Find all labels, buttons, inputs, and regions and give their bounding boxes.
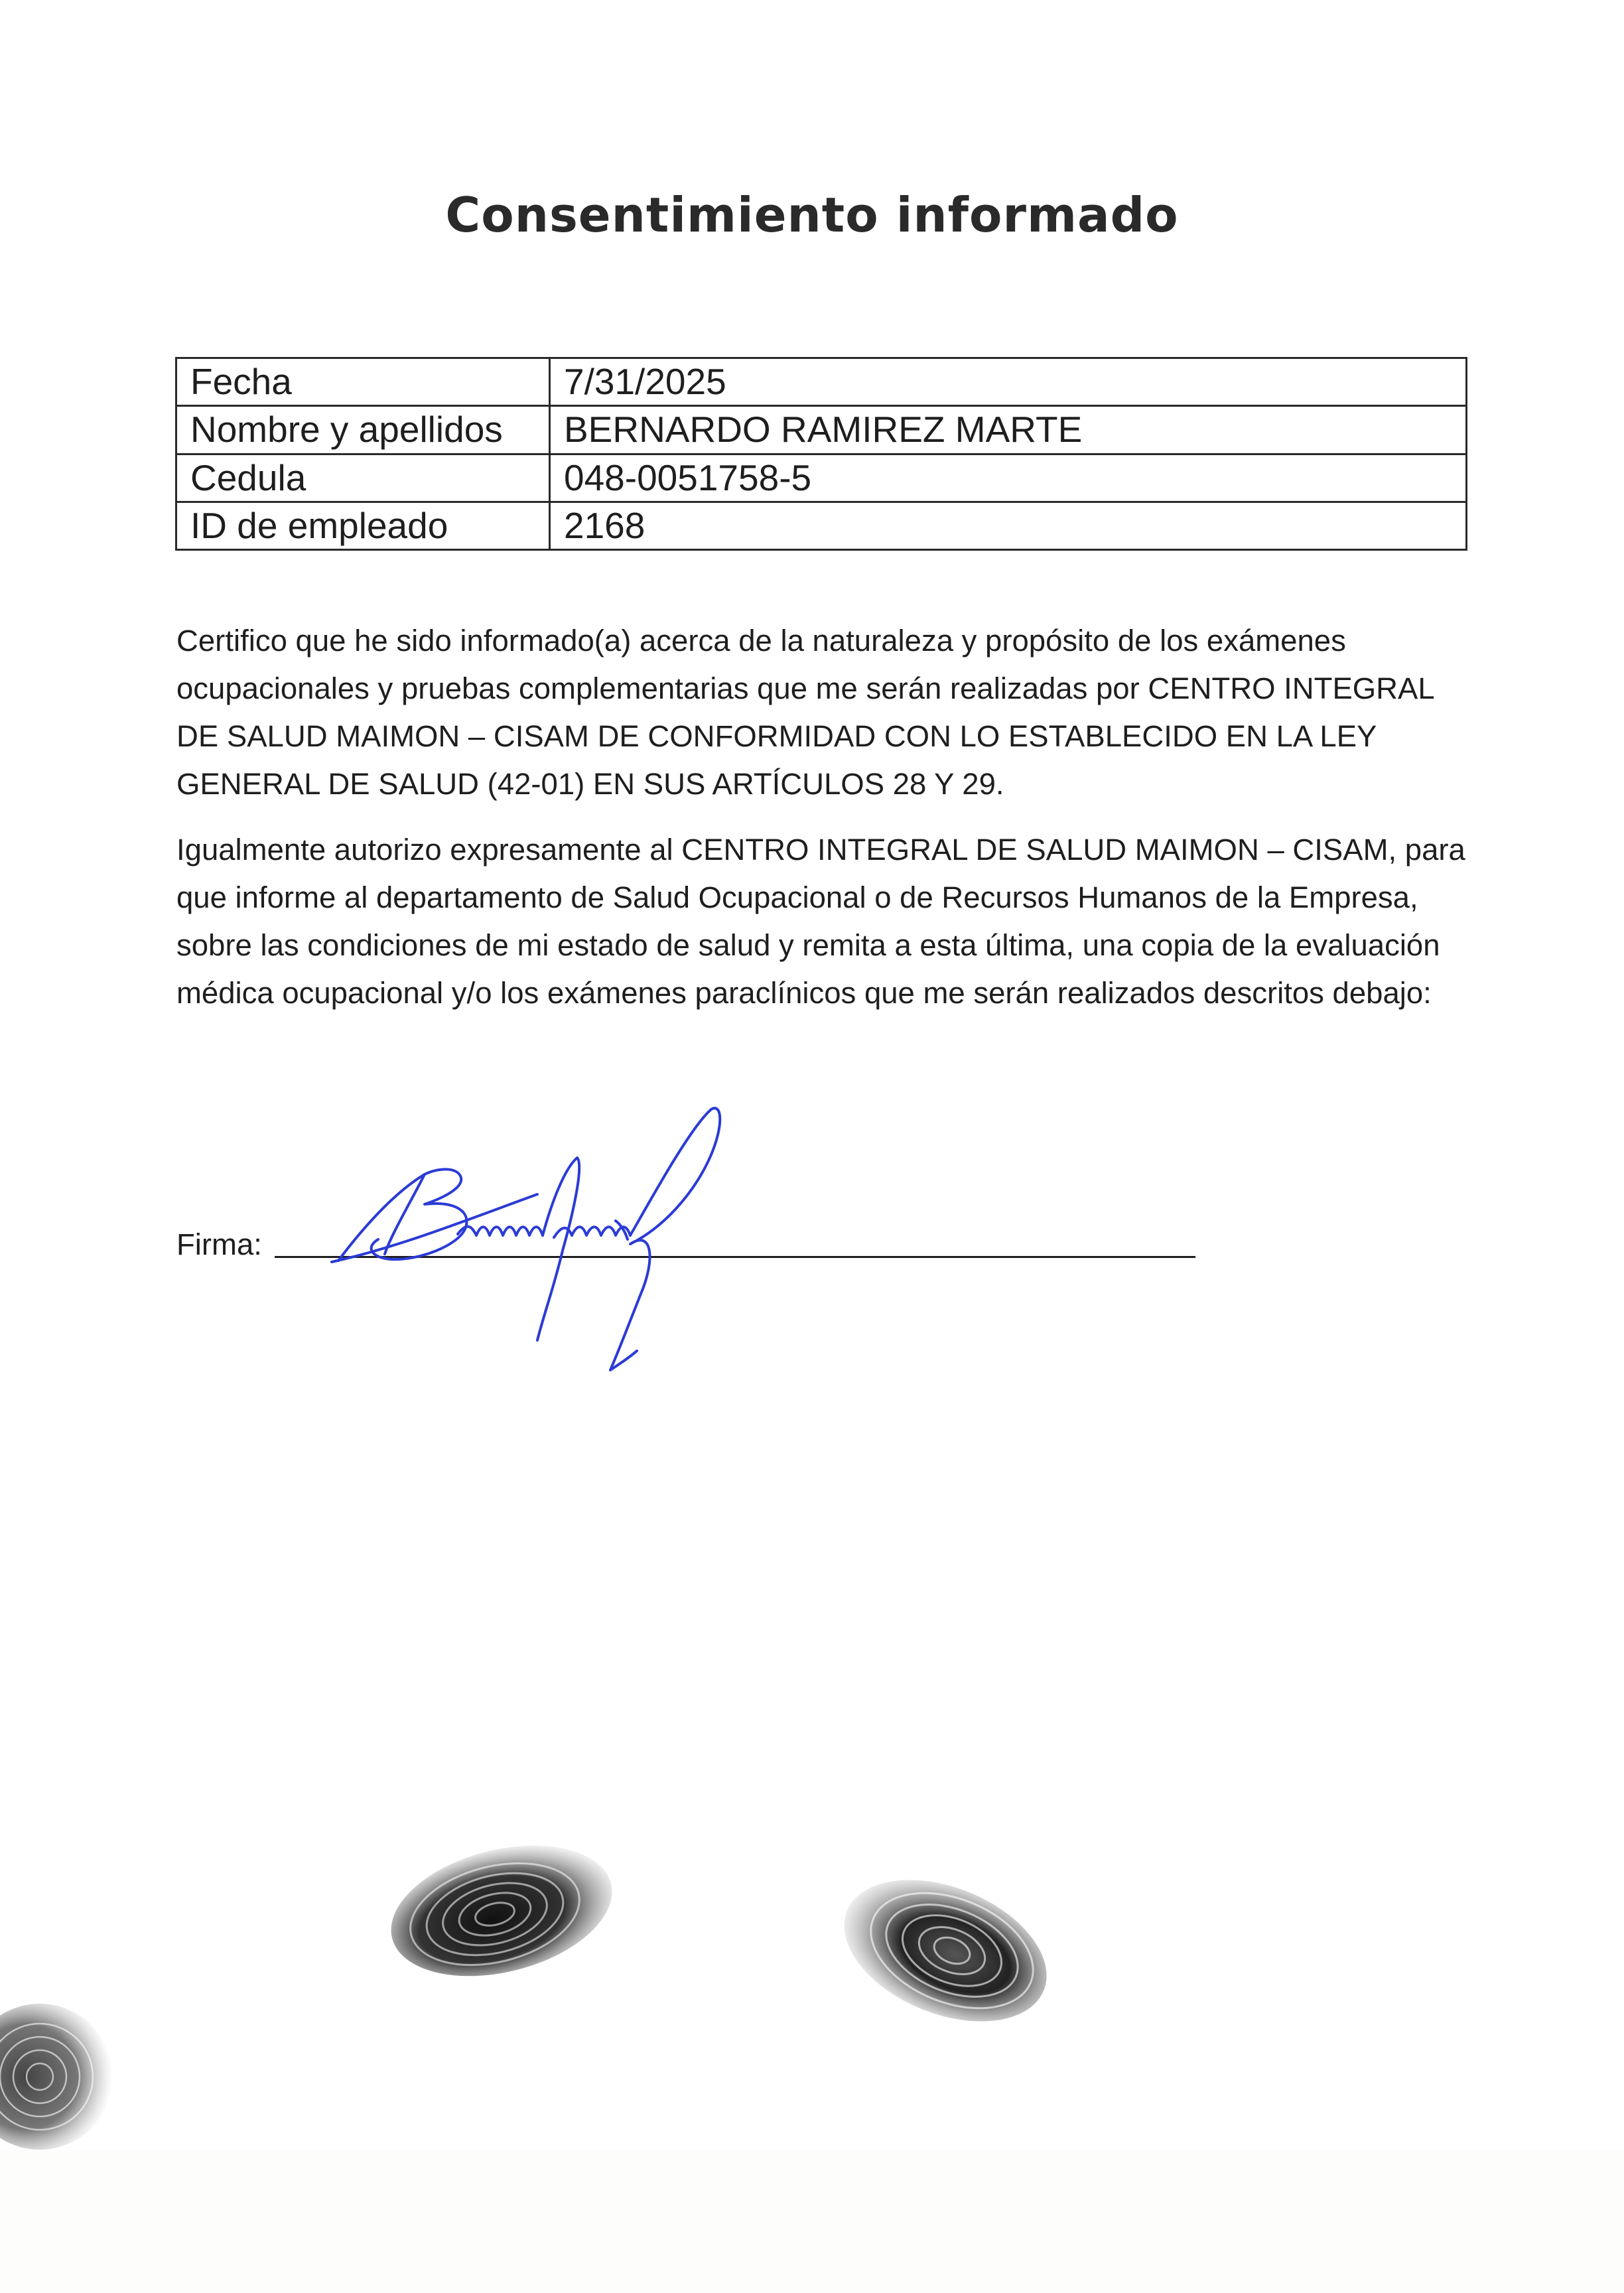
field-value-cedula: 048-0051758-5 [550,454,1467,502]
field-label-cedula: Cedula [176,454,550,502]
signature-label: Firma: [176,1227,262,1261]
table-row [176,358,1467,406]
table-row [176,454,1467,502]
employee-info-table [175,357,1467,551]
fingerprint-left [382,1838,628,1984]
fingerprint-partial [0,1997,119,2156]
field-label-fecha: Fecha [176,358,550,406]
fingerprint-right [823,1878,1068,2024]
table-row [176,406,1467,454]
authorization-paragraph: Igualmente autorizo expresamente al CENTRO INTEGRAL DE SALUD MAIMON – CISAM, para que informe al departamento de Salud Ocupacional o de Recursos Humanos de la Empresa, sobre las condiciones de mi estado de salud y remita a esta última, una copia de la evaluación médica ocupacional y/o los exámenes paraclínicos que me serán realizados descritos debajo: [176,833,1465,1010]
document-title: Consentimiento informado [445,187,1179,243]
handwritten-signature [318,1088,823,1393]
field-label-nombre: Nombre y apellidos [176,406,550,454]
certification-paragraph: Certifico que he sido informado(a) acerca de la naturaleza y propósito de los exámenes ocupacionales y pruebas complementarias que me serán realizadas por CENTRO INTEGRAL DE SALUD MAIMON – CISAM DE CONFORMIDAD CON LO ESTABLECIDO EN LA LEY GENERAL DE SALUD (42-01) EN SUS ARTÍCULOS 28 Y 29. [176,624,1434,801]
field-value-fecha: 7/31/2025 [550,358,1467,406]
field-value-nombre: BERNARDO RAMIREZ MARTE [550,406,1467,454]
field-label-id-empleado: ID de empleado [176,502,550,549]
field-value-id-empleado: 2168 [550,502,1467,549]
table-row [176,502,1467,549]
scan-footer-band [0,2150,1624,2293]
